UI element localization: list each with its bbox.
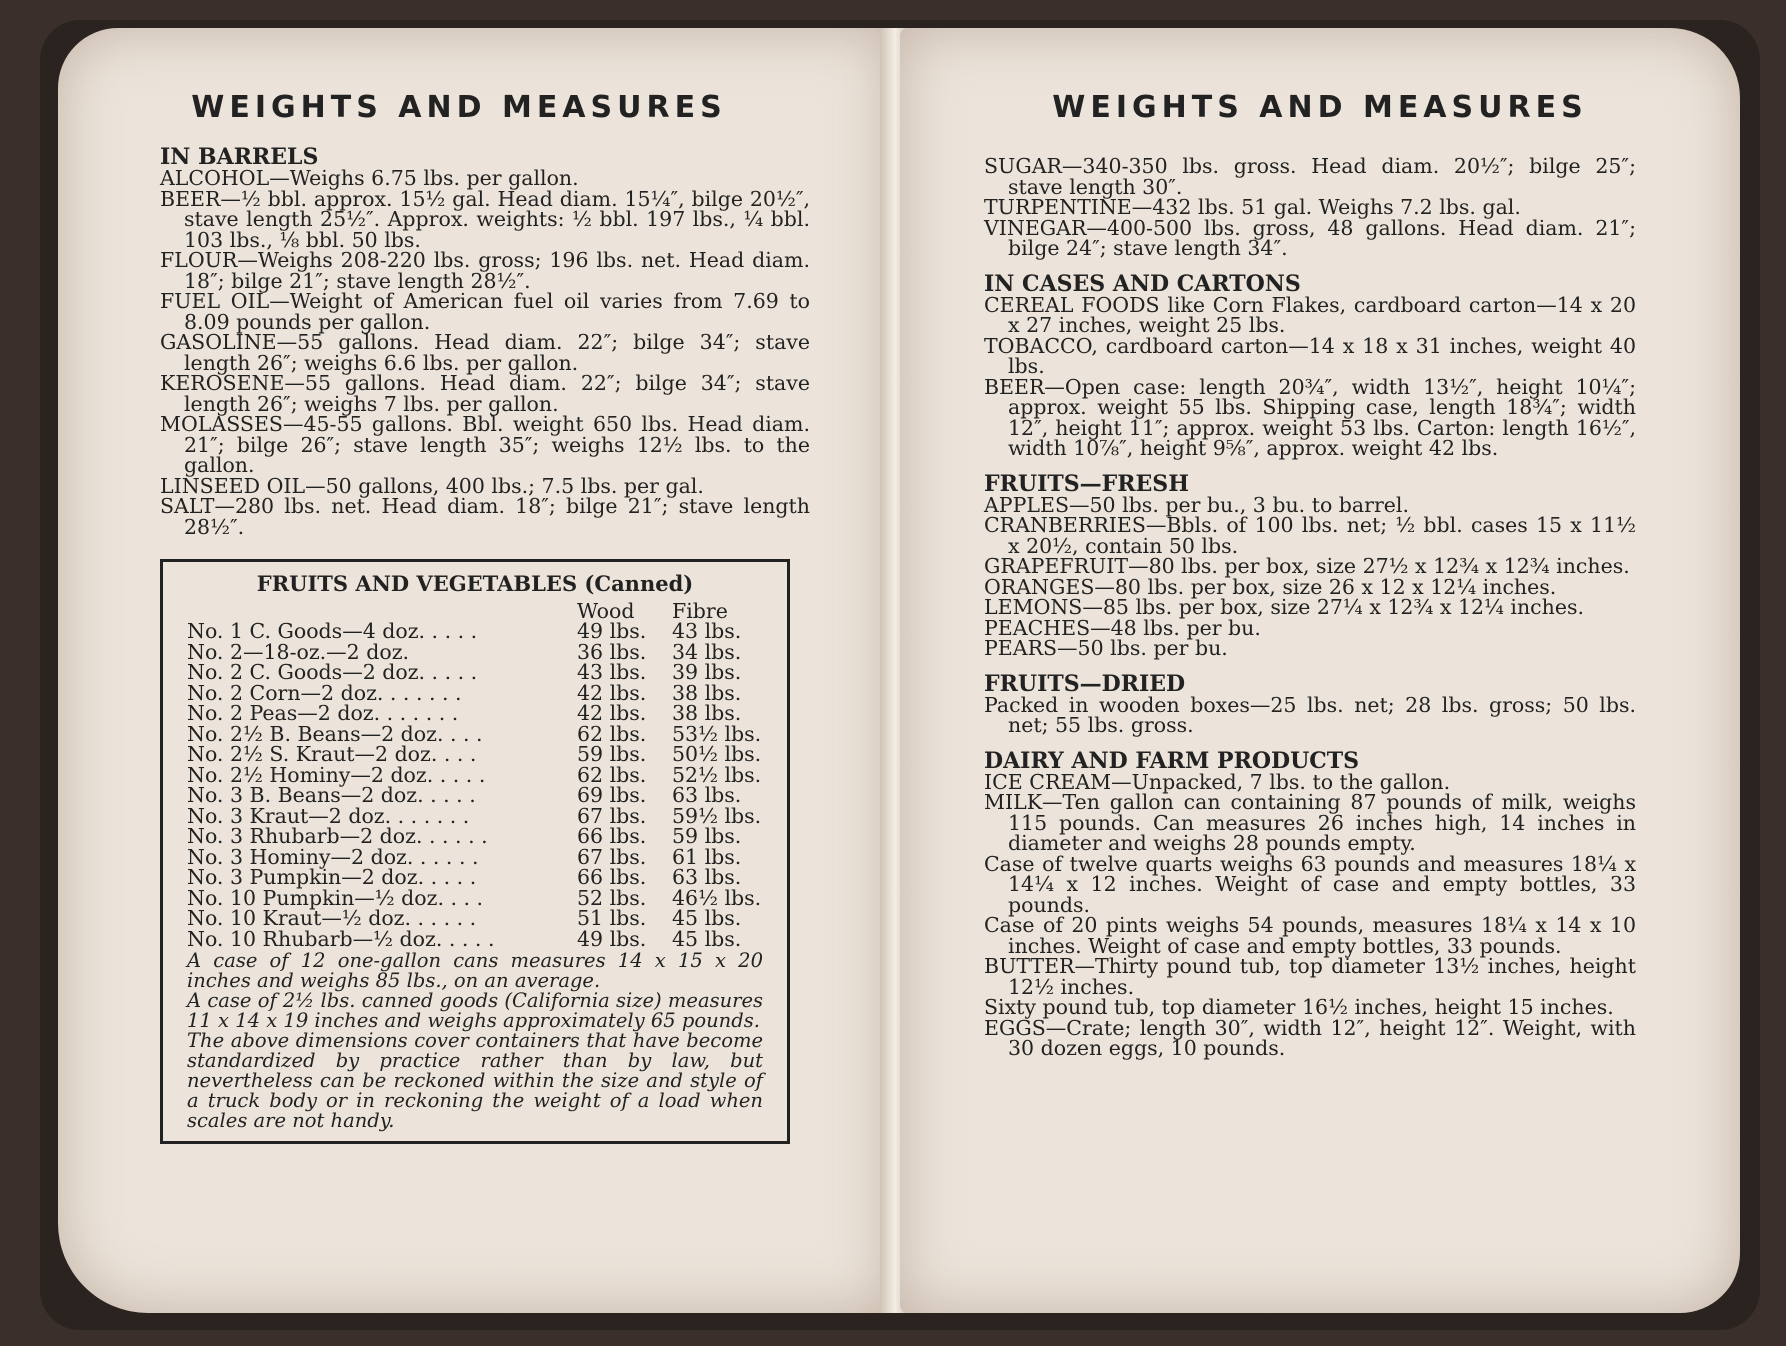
entry-pears: PEARS—50 lbs. per bu. <box>984 636 1228 660</box>
box-notes <box>187 951 763 1131</box>
table-row <box>187 785 763 806</box>
cell-wood: 43 lbs. <box>577 660 647 684</box>
table-row <box>187 826 763 847</box>
cell-wood: 49 lbs. <box>577 926 647 951</box>
table-row <box>187 929 763 950</box>
cell-wood: 69 lbs. <box>577 783 647 807</box>
entry-molasses: MOLASSES—45-55 gallons. Bbl. weight 650 lbs. Head diam. 21″; bilge 26″; stave length 35″; weighs 12½ lbs. to the gallon. <box>160 412 810 477</box>
cell-item: No. 1 C. Goods—4 doz. . . . . <box>187 619 478 643</box>
entry-twenty-pints: Case of 20 pints weighs 54 pounds, measures 18¼ x 14 x 10 inches. Weight of case and empty bottles, 33 pounds. <box>984 913 1636 958</box>
entry-vinegar: VINEGAR—400-500 lbs. gross, 48 gallons. Head diam. 21″; bilge 24″; stave length 34″. <box>984 215 1636 260</box>
entry-grapefruit: GRAPEFRUIT—80 lbs. per box, size 27½ x 12¾ x 12¾ inches. <box>984 554 1630 578</box>
note-dimensions: The above dimensions cover containers that have become standardized by practice rather than by law, but nevertheless can be reckoned within the size and style of a truck body or in reckoning the weight of a load when scales are not handy. <box>187 1029 763 1132</box>
cell-wood: 67 lbs. <box>577 803 647 828</box>
entry-eggs: EGGS—Crate; length 30″, width 12″, height 12″. Weight, with 30 dozen eggs, 10 pounds. <box>984 1015 1636 1060</box>
cell-fibre: 46½ lbs. <box>672 885 762 910</box>
entry-cereal: CEREAL FOODS like Corn Flakes, cardboard carton—14 x 20 x 27 inches, weight 25 lbs. <box>984 292 1636 337</box>
table-row <box>187 765 763 786</box>
cell-item: No. 2½ Hominy—2 doz. . . . . <box>187 762 486 787</box>
entry-twelve-quarts: Case of twelve quarts weighs 63 pounds and measures 18¼ x 14¼ x 12 inches. Weight of case and empty bottles, 33 pounds. <box>984 851 1636 917</box>
cell-wood: 67 lbs. <box>577 844 647 869</box>
box-title: FRUITS AND VEGETABLES (Canned) <box>256 571 694 596</box>
table-row <box>187 806 763 827</box>
entry-peaches: PEACHES—48 lbs. per bu. <box>984 615 1261 640</box>
cell-wood: 66 lbs. <box>577 865 647 889</box>
table-row <box>187 703 763 724</box>
entry-cranberries: CRANBERRIES—Bbls. of 100 lbs. net; ½ bbl. cases 15 x 11½ x 20½, contain 50 lbs. <box>984 513 1636 558</box>
col-fibre: Fibre <box>672 598 728 623</box>
page-title: WEIGHTS AND MEASURES <box>1052 90 1588 125</box>
cell-fibre: 52½ lbs. <box>672 762 762 787</box>
entry-alcohol: ALCOHOL—Weighs 6.75 lbs. per gallon. <box>160 166 579 190</box>
cell-fibre: 59 lbs. <box>672 824 742 848</box>
cell-wood: 42 lbs. <box>577 701 647 725</box>
cell-item: No. 2½ S. Kraut—2 doz. . . . <box>187 742 477 766</box>
table-row <box>187 908 763 929</box>
section-heading: DAIRY AND FARM PRODUCTS <box>984 747 1360 774</box>
section-heading: FRUITS—FRESH <box>984 470 1189 497</box>
table-row <box>187 724 763 745</box>
cell-item: No. 2 Corn—2 doz. . . . . . . <box>187 680 462 705</box>
cell-item: No. 3 B. Beans—2 doz. . . . . <box>187 783 476 807</box>
table-row <box>187 744 763 765</box>
entry-tobacco: TOBACCO, cardboard carton—14 x 18 x 31 inches, weight 40 lbs. <box>984 333 1636 378</box>
right-content <box>984 156 1636 1059</box>
cell-item: No. 10 Kraut—½ doz. . . . . . <box>187 906 477 930</box>
cell-wood: 51 lbs. <box>577 906 647 930</box>
canned-goods-table <box>187 598 763 951</box>
entry-linseed-oil: LINSEED OIL—50 gallons, 400 lbs.; 7.5 lbs. per gal. <box>160 473 704 498</box>
cell-item: No. 3 Kraut—2 doz. . . . . . . <box>187 803 470 828</box>
table-header-row <box>187 601 763 622</box>
entry-beer-case: BEER—Open case: length 20¾″, width 13½″, height 10¼″; approx. weight 55 lbs. Shipping case, length 18¾″; width 12″, height 11″; approx. weight 53 lbs. Carton: length 16½″, width 10⅞″, height 9⅝″, approx. weight 42 lbs. <box>984 374 1636 460</box>
cell-fibre: 50½ lbs. <box>672 742 762 766</box>
col-wood: Wood <box>577 598 635 623</box>
table-row <box>187 642 763 663</box>
cell-fibre: 61 lbs. <box>672 844 742 869</box>
entry-milk: MILK—Ten gallon can containing 87 pounds of milk, weighs 115 pounds. Can measures 26 inches high, 14 inches in diameter and weighs 28 pounds empty. <box>984 790 1636 855</box>
table-row <box>187 847 763 868</box>
cell-item: No. 3 Hominy—2 doz. . . . . . <box>187 844 479 869</box>
note-gallon-cans: A case of 12 one-gallon cans measures 14 x 15 x 20 inches and weighs 85 lbs., on an average. <box>187 949 763 992</box>
cell-wood: 49 lbs. <box>577 619 647 643</box>
cell-fibre: 45 lbs. <box>672 926 742 951</box>
entry-flour: FLOUR—Weighs 208-220 lbs. gross; 196 lbs. net. Head diam. 18″; bilge 21″; stave length 28½″. <box>160 248 810 293</box>
right-page <box>900 28 1740 1313</box>
table-row <box>187 867 763 888</box>
cell-item: No. 3 Pumpkin—2 doz. . . . . <box>187 865 477 889</box>
cell-fibre: 53½ lbs. <box>672 721 762 746</box>
canned-goods-box <box>160 559 790 1144</box>
entry-sugar: SUGAR—340-350 lbs. gross. Head diam. 20½″; bilge 25″; stave length 30″. <box>984 154 1636 199</box>
table-row <box>187 621 763 642</box>
entry-ice-cream: ICE CREAM—Unpacked, 7 lbs. to the gallon. <box>984 769 1451 794</box>
cell-item: No. 10 Pumpkin—½ doz. . . . <box>187 885 484 910</box>
entry-salt: SALT—280 lbs. net. Head diam. 18″; bilge 21″; stave length 28½″. <box>160 494 810 539</box>
entry-fuel-oil: FUEL OIL—Weight of American fuel oil varies from 7.69 to 8.09 pounds per gallon. <box>160 289 810 334</box>
cell-wood: 66 lbs. <box>577 824 647 848</box>
cell-wood: 62 lbs. <box>577 721 647 746</box>
cell-fibre: 45 lbs. <box>672 906 742 930</box>
table-row <box>187 888 763 909</box>
cell-fibre: 38 lbs. <box>672 701 742 725</box>
cell-fibre: 38 lbs. <box>672 680 742 705</box>
cell-wood: 62 lbs. <box>577 762 647 787</box>
cell-fibre: 59½ lbs. <box>672 803 762 828</box>
entry-oranges: ORANGES—80 lbs. per box, size 26 x 12 x 12¼ inches. <box>984 574 1557 599</box>
cell-item: No. 2 C. Goods—2 doz. . . . . <box>187 660 478 684</box>
cell-wood: 36 lbs. <box>577 639 647 664</box>
table-row <box>187 683 763 704</box>
section-heading: IN CASES AND CARTONS <box>984 270 1301 297</box>
section-heading: FRUITS—DRIED <box>984 670 1186 697</box>
entry-turpentine: TURPENTINE—432 lbs. 51 gal. Weighs 7.2 lbs. gal. <box>984 195 1521 219</box>
note-california: A case of 2½ lbs. canned goods (California size) measures 11 x 14 x 19 inches and weighs approximately 65 pounds. <box>187 989 763 1032</box>
cell-item: No. 2—18-oz.—2 doz. <box>187 639 410 664</box>
cell-wood: 42 lbs. <box>577 680 647 705</box>
cell-fibre: 43 lbs. <box>672 619 742 643</box>
entry-butter-sixty: Sixty pound tub, top diameter 16½ inches, height 15 inches. <box>984 995 1614 1019</box>
entry-gasoline: GASOLINE—55 gallons. Head diam. 22″; bilge 34″; stave length 26″; weighs 6.6 lbs. per gallon. <box>160 330 810 375</box>
cell-fibre: 39 lbs. <box>672 660 742 684</box>
entry-kerosene: KEROSENE—55 gallons. Head diam. 22″; bilge 34″; stave length 26″; weighs 7 lbs. per gallon. <box>160 371 810 416</box>
entry-dried: Packed in wooden boxes—25 lbs. net; 28 lbs. gross; 50 lbs. net; 55 lbs. gross. <box>984 692 1636 737</box>
cell-item: No. 10 Rhubarb—½ doz. . . . . <box>187 926 495 951</box>
entry-butter: BUTTER—Thirty pound tub, top diameter 13½ inches, height 12½ inches. <box>984 954 1636 999</box>
left-page <box>58 28 890 1313</box>
table-row <box>187 662 763 683</box>
cell-item: No. 2 Peas—2 doz. . . . . . . <box>187 701 459 725</box>
left-content <box>160 146 810 1144</box>
cell-item: No. 3 Rhubarb—2 doz. . . . . . <box>187 824 488 848</box>
section-heading: IN BARRELS <box>160 144 319 170</box>
cell-wood: 59 lbs. <box>577 742 647 766</box>
entry-beer: BEER—½ bbl. approx. 15½ gal. Head diam. 15¼″, bilge 20½″, stave length 25½″. Approx. weights: ½ bbl. 197 lbs., ¼ bbl. 103 lbs., ⅛ bbl. 50 lbs. <box>160 186 810 252</box>
cell-fibre: 34 lbs. <box>672 639 742 664</box>
cell-fibre: 63 lbs. <box>672 783 742 807</box>
entry-apples: APPLES—50 lbs. per bu., 3 bu. to barrel. <box>984 492 1409 517</box>
cell-wood: 52 lbs. <box>577 885 647 910</box>
cell-fibre: 63 lbs. <box>672 865 742 889</box>
entry-lemons: LEMONS—85 lbs. per box, size 27¼ x 12¾ x 12¼ inches. <box>984 595 1585 619</box>
page-title: WEIGHTS AND MEASURES <box>191 90 727 125</box>
cell-item: No. 2½ B. Beans—2 doz. . . . <box>187 721 483 746</box>
